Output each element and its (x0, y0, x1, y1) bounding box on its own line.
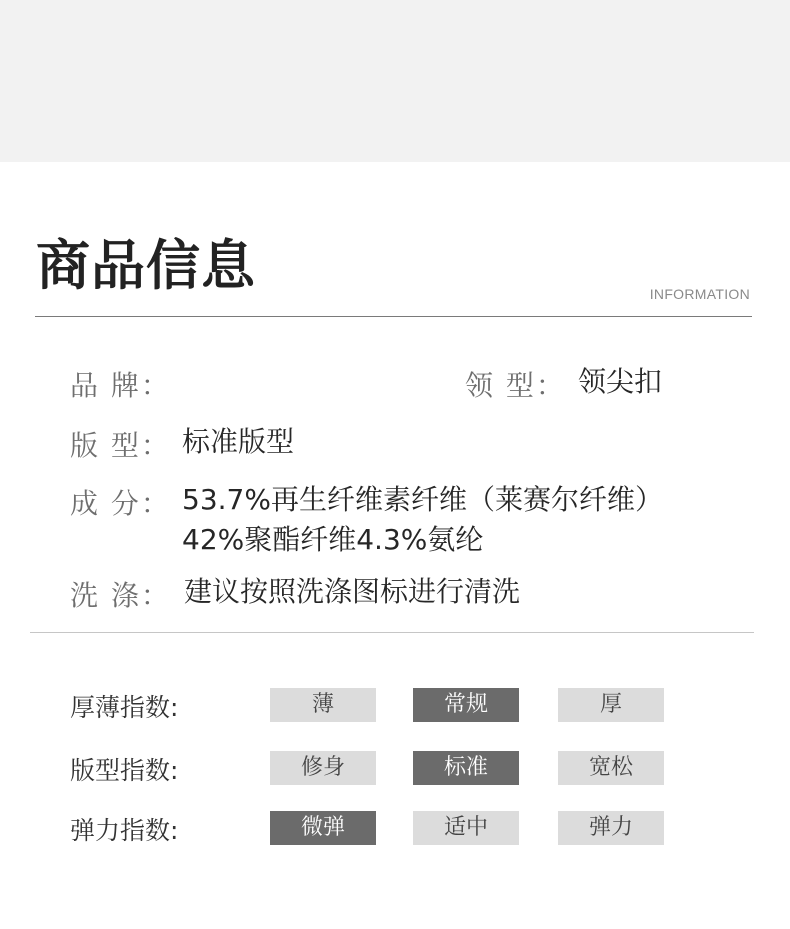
top-banner-area (0, 0, 790, 162)
section-divider (30, 632, 754, 633)
stretch-option-high: 弹力 (558, 811, 664, 845)
thickness-option-thin: 薄 (270, 688, 376, 722)
fit-option-standard: 标准 (413, 751, 519, 785)
collar-value: 领尖扣 (578, 365, 663, 398)
fit-option-loose: 宽松 (558, 751, 664, 785)
stretch-option-slight: 微弹 (270, 811, 376, 845)
composition-line-2: 42%聚酯纤维4.3%氨纶 (182, 523, 484, 556)
wash-value: 建议按照洗涤图标进行清洗 (184, 575, 521, 608)
brand-label: 品 牌： (70, 369, 171, 402)
thickness-option-thick: 厚 (558, 688, 664, 722)
composition-label: 成 分： (70, 487, 171, 520)
fit-option-slim: 修身 (270, 751, 376, 785)
fit-index-label: 版型指数: (70, 756, 179, 785)
section-title: 商品信息 (36, 234, 256, 297)
stretch-index-label: 弹力指数: (70, 816, 179, 845)
title-divider (35, 316, 752, 317)
fit-label: 版 型： (70, 429, 171, 462)
thickness-option-regular: 常规 (413, 688, 519, 722)
collar-label: 领 型： (465, 369, 566, 402)
wash-label: 洗 涤： (70, 579, 171, 612)
section-subtitle: INFORMATION (649, 286, 750, 302)
composition-line-1: 53.7%再生纤维素纤维（莱赛尔纤维） (182, 483, 663, 516)
thickness-index-label: 厚薄指数: (70, 693, 179, 722)
fit-value: 标准版型 (182, 425, 295, 458)
stretch-option-medium: 适中 (413, 811, 519, 845)
